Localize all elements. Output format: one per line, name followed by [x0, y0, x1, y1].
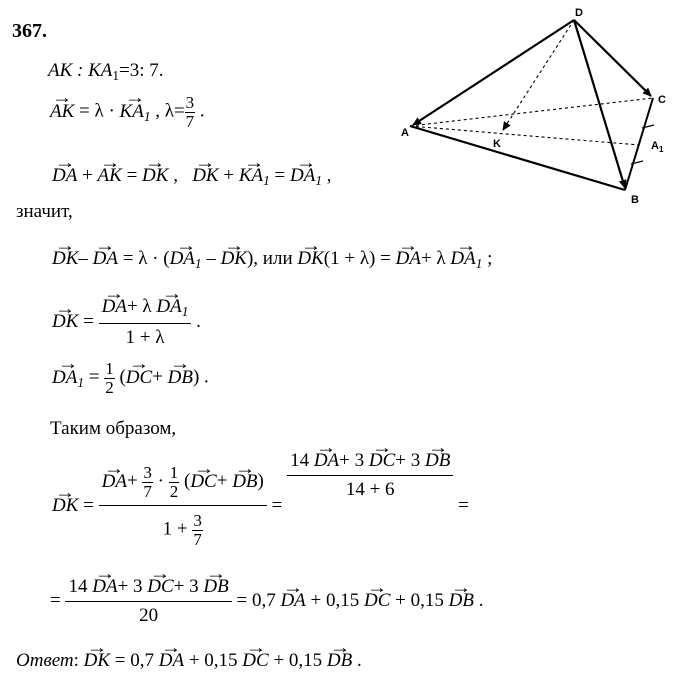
result-line: = $\frac{14 \to DA+ 3 \to DC+ 3 \to DB}{20}$ = 0,7 → DA + 0,15 → DC + 0,15 → DB .	[50, 576, 483, 627]
ratio-line: AK : $KA_1=3$: 7.	[48, 60, 164, 83]
edge-da	[413, 20, 574, 125]
vector-dk	[503, 20, 574, 130]
label-b: B	[631, 194, 639, 206]
difference-line: → DK– → DA = λ · (→ $DA_1$ – → DK), или → DK(1 + λ) = → $DA+ \lambda \to DA_1$ ;	[52, 248, 492, 272]
therefore-word: значит,	[16, 201, 73, 222]
answer-label: Ответ	[16, 650, 74, 671]
edge-cb	[625, 98, 653, 190]
label-d: D	[575, 7, 583, 19]
simplified-fraction: $\frac{14 \to DA+ 3 \to DC+ 3 \to DB}{14 + 6}$	[287, 450, 453, 501]
tetrahedron-figure	[395, 0, 680, 215]
label-a1: $A_1$	[651, 140, 664, 154]
label-c: C	[658, 94, 666, 106]
edge-ab	[410, 126, 625, 190]
lambda-value: λ=	[164, 100, 185, 122]
complex-fraction: → DA+ $\frac{3}{7}$ · $\frac{1}{2}$ (→ DC+ → DB) 1 + $\frac{3}{7}$	[99, 464, 267, 548]
result-fraction: $\frac{14 \to DA+ 3 \to DC+ 3 \to DB}{20}$	[65, 576, 231, 627]
problem-number: 367.	[12, 20, 47, 42]
lambda-line: → AK = λ · → $KA_1$ , λ= $\frac{3}{7}$ .	[50, 94, 205, 131]
lambda-fraction: $\frac{3}{7}$	[185, 93, 195, 131]
da1-expression: → $DA_1$ = $\frac{1}{2}$ (→ DC+ → DB) .	[52, 360, 209, 397]
label-k: K	[493, 138, 501, 150]
thus-phrase: Таким образом,	[50, 418, 177, 439]
or-word: , или	[253, 248, 293, 269]
dk-fraction: → $\frac{DA+ \lambda \to DA_1}{1 + \lambda}$	[99, 296, 192, 349]
ratio-text: AK : KA	[48, 60, 113, 81]
vector-sum-line: → DA + → AK = → DK , → DK + → $KA_1$ = → $DA_1$ ,	[52, 165, 331, 189]
main-derivation: → DK = → DA+ $\frac{3}{7}$ · $\frac{1}{2}$ (→ DC+ → DB) 1 + $\frac{3}{7}$ = $\frac{14 \to DA+ 3 \to DC+ 3 \to DB}{14 + 6}$ =	[52, 450, 469, 549]
answer-line: Ответ: → DK = 0,7 → DA + 0,15 → DC + 0,15 → DB .	[16, 650, 362, 672]
ratio-value: =3: 7.	[119, 60, 164, 81]
label-a: A	[401, 127, 409, 139]
dk-expression: → DK = → $\frac{DA+ \lambda \to DA_1}{1 + \lambda}$ .	[52, 296, 201, 349]
